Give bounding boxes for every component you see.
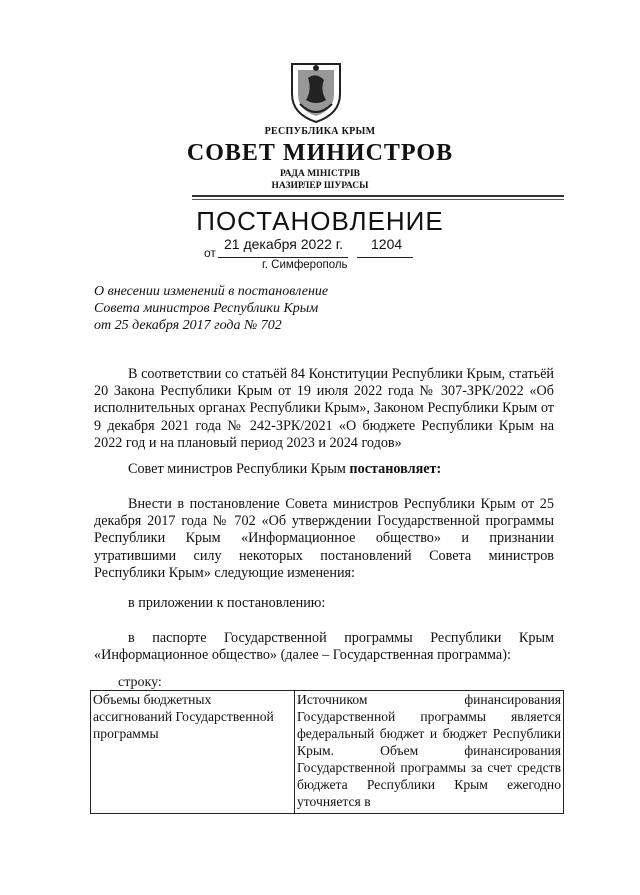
council-title: СОВЕТ МИНИСТРОВ [186,140,454,166]
document-type-title: ПОСТАНОВЛЕНИЕ [196,206,444,236]
body-paragraph-resolves [94,461,554,478]
subject-line: О внесении изменений в постановление [94,284,329,299]
subject-line: от 25 декабря 2017 года № 702 [94,318,282,333]
table-cell-label: Объемы бюджетных ассигнований Государственной программы [91,691,295,814]
table-cell-value: Источником финансирования Государственной программы является федеральный бюджет и бюджет Республики Крым. Объем финансирования Государственной программы за счет средств бюджета Республики Крым ежегодно уточняется в [295,691,564,814]
document-city: г. Симферополь [262,259,348,271]
resolves-keyword: постановляет: [349,461,442,477]
body-paragraph-annex: в приложении к постановлению: [128,595,326,611]
body-paragraph-basis: В соответствии со статьёй 84 Конституции Республики Крым, статьёй 20 Закона Республики Крым от 19 июля 2022 года № 307-ЗРК/2022 «Об исполнительных органах Республики Крым», Законом Республики Крым от 9 декабря 2021 года № 242-ЗРК/2021 «О бюджете Республики Крым на 2022 год и на плановый период 2023 и 2024 годов» [94,366,554,451]
subject-line: Совета министров Республики Крым [94,301,319,316]
body-paragraph-row: строку: [118,675,162,690]
document-number: 1204 [371,236,403,252]
crimea-coat-of-arms-icon [286,60,346,124]
number-underline [357,257,413,258]
header-divider-thin [192,199,564,200]
republic-label: РЕСПУБЛИКА КРЫМ [264,126,376,137]
body-paragraph-amend: Внести в постановление Совета министров Республики Крым от 25 декабря 2017 года № 702 «Об утверждении Государственной программы Республики Крым «Информационное общество» и признании утратившими силу некоторых постановлений Совета министров Республики Крым» следующие изменения: [94,496,554,581]
header-divider-thick [192,195,564,197]
date-underline [218,257,348,258]
financing-table [90,690,564,814]
date-prefix: от [204,246,216,260]
council-title-ukrainian: РАДА МІНІСТРІВ [279,169,360,179]
document-subject [94,283,328,334]
document-date: 21 декабря 2022 г. [224,236,344,252]
body-paragraph-passport: в паспорте Государственной программы Республики Крым «Информационное общество» (далее – Государственная программа): [94,630,554,664]
council-title-tatar: НАЗИРЛЕР ШУРАСЫ [271,181,369,191]
table-row [91,691,564,814]
resolves-text: Совет министров Республики Крым [128,461,350,477]
